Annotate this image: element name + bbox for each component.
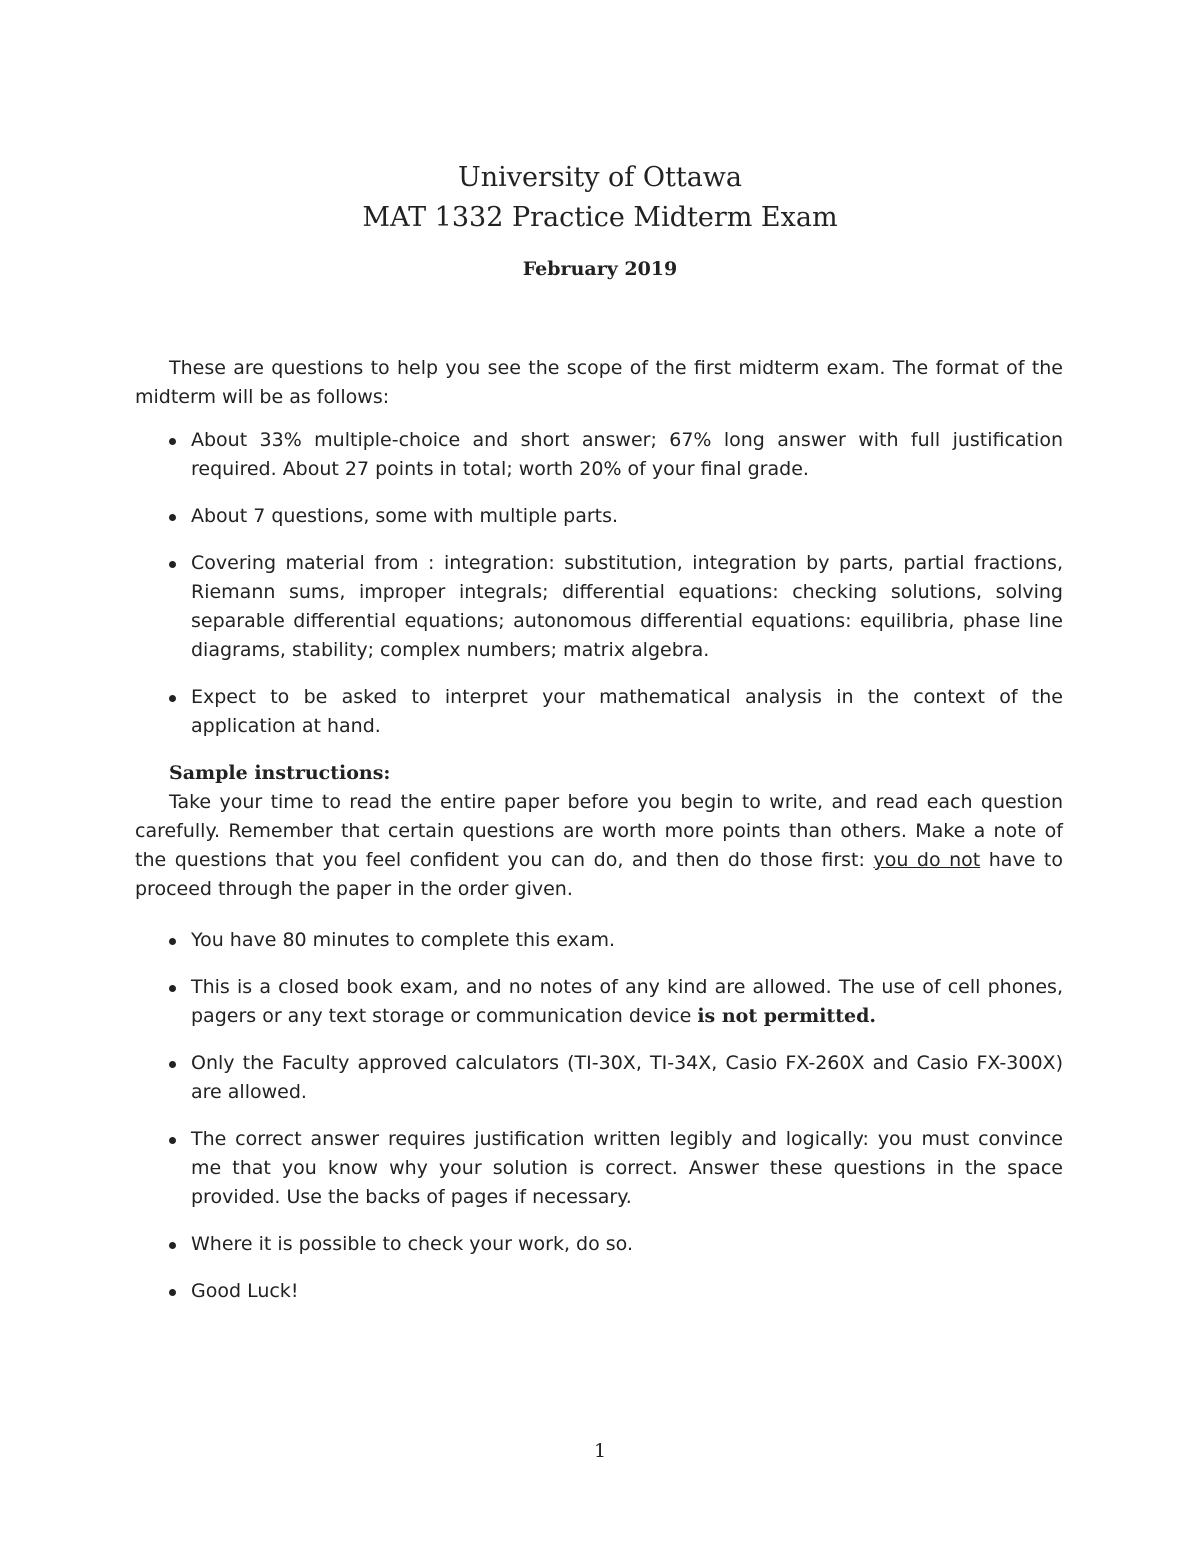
instructions-text-after: have to proceed through the paper in the order given. — [135, 849, 1063, 900]
list-item — [135, 1277, 1063, 1306]
rule-item-text: You have 80 minutes to complete this exam. — [191, 929, 616, 951]
list-item — [135, 973, 1063, 1031]
page-number: 1 — [593, 1440, 607, 1462]
bullet-icon — [169, 1289, 176, 1296]
rule-item-text: Only the Faculty approved calculators (TI-30X, TI-34X, Casio FX-260X and Casio FX-300X) are allowed. — [191, 1052, 1063, 1103]
rules-list — [135, 926, 1063, 1306]
bullet-icon — [169, 438, 176, 445]
format-item-text: About 33% multiple-choice and short answer; 67% long answer with full justification required. About 27 points in total; worth 20% of your final grade. — [191, 429, 1063, 480]
list-item — [135, 426, 1063, 484]
rule-item-text: Good Luck! — [191, 1280, 299, 1302]
bullet-icon — [169, 1137, 176, 1144]
rule-item-bold-text: is not permitted. — [697, 1005, 876, 1027]
format-item-text: Expect to be asked to interpret your mathematical analysis in the context of the application at hand. — [191, 686, 1063, 737]
instructions-paragraph — [135, 788, 1063, 904]
format-item-text: About 7 questions, some with multiple parts. — [191, 505, 619, 527]
list-item — [135, 926, 1063, 955]
instructions-underlined-text: you do not — [873, 849, 981, 871]
bullet-icon — [169, 514, 176, 521]
list-item — [135, 1230, 1063, 1259]
list-item — [135, 502, 1063, 531]
rule-item-text: This is a closed book exam, and no notes of any kind are allowed. The use of cell phones, pagers or any text storage or communication device — [191, 976, 1063, 1027]
exam-content — [135, 354, 1063, 1324]
university-name: University of Ottawa — [457, 162, 743, 193]
exam-title: MAT 1332 Practice Midterm Exam — [362, 202, 838, 233]
list-item — [135, 1049, 1063, 1107]
format-list — [135, 426, 1063, 741]
bullet-icon — [169, 561, 176, 568]
bullet-icon — [169, 695, 176, 702]
rule-item-text: Where it is possible to check your work, do so. — [191, 1233, 634, 1255]
list-item — [135, 549, 1063, 665]
list-item — [135, 683, 1063, 741]
list-item — [135, 1125, 1063, 1212]
bullet-icon — [169, 1061, 176, 1068]
exam-date: February 2019 — [522, 258, 678, 280]
intro-paragraph: These are questions to help you see the scope of the first midterm exam. The format of the midterm will be as follows: — [135, 357, 1063, 408]
bullet-icon — [169, 1242, 176, 1249]
instructions-heading: Sample instructions: — [169, 762, 391, 784]
instructions-text-before: Take your time to read the entire paper before you begin to write, and read each question carefully. Remember that certain questions are worth more points than others. Make a note of the questions that you feel confident you can do, and then do those first: — [135, 791, 1063, 871]
rule-item-text: The correct answer requires justification written legibly and logically: you must convince me that you know why your solution is correct. Answer these questions in the space provided. Use the backs of pages if necessary. — [191, 1128, 1063, 1208]
bullet-icon — [169, 985, 176, 992]
format-item-text: Covering material from : integration: substitution, integration by parts, partial fractions, Riemann sums, improper integrals; differential equations: checking solutions, solving separable differential equations; autonomous differential equations: equilibria, phase line diagrams, stability; complex numbers; matrix algebra. — [191, 552, 1063, 661]
bullet-icon — [169, 938, 176, 945]
title-block — [0, 158, 1200, 282]
